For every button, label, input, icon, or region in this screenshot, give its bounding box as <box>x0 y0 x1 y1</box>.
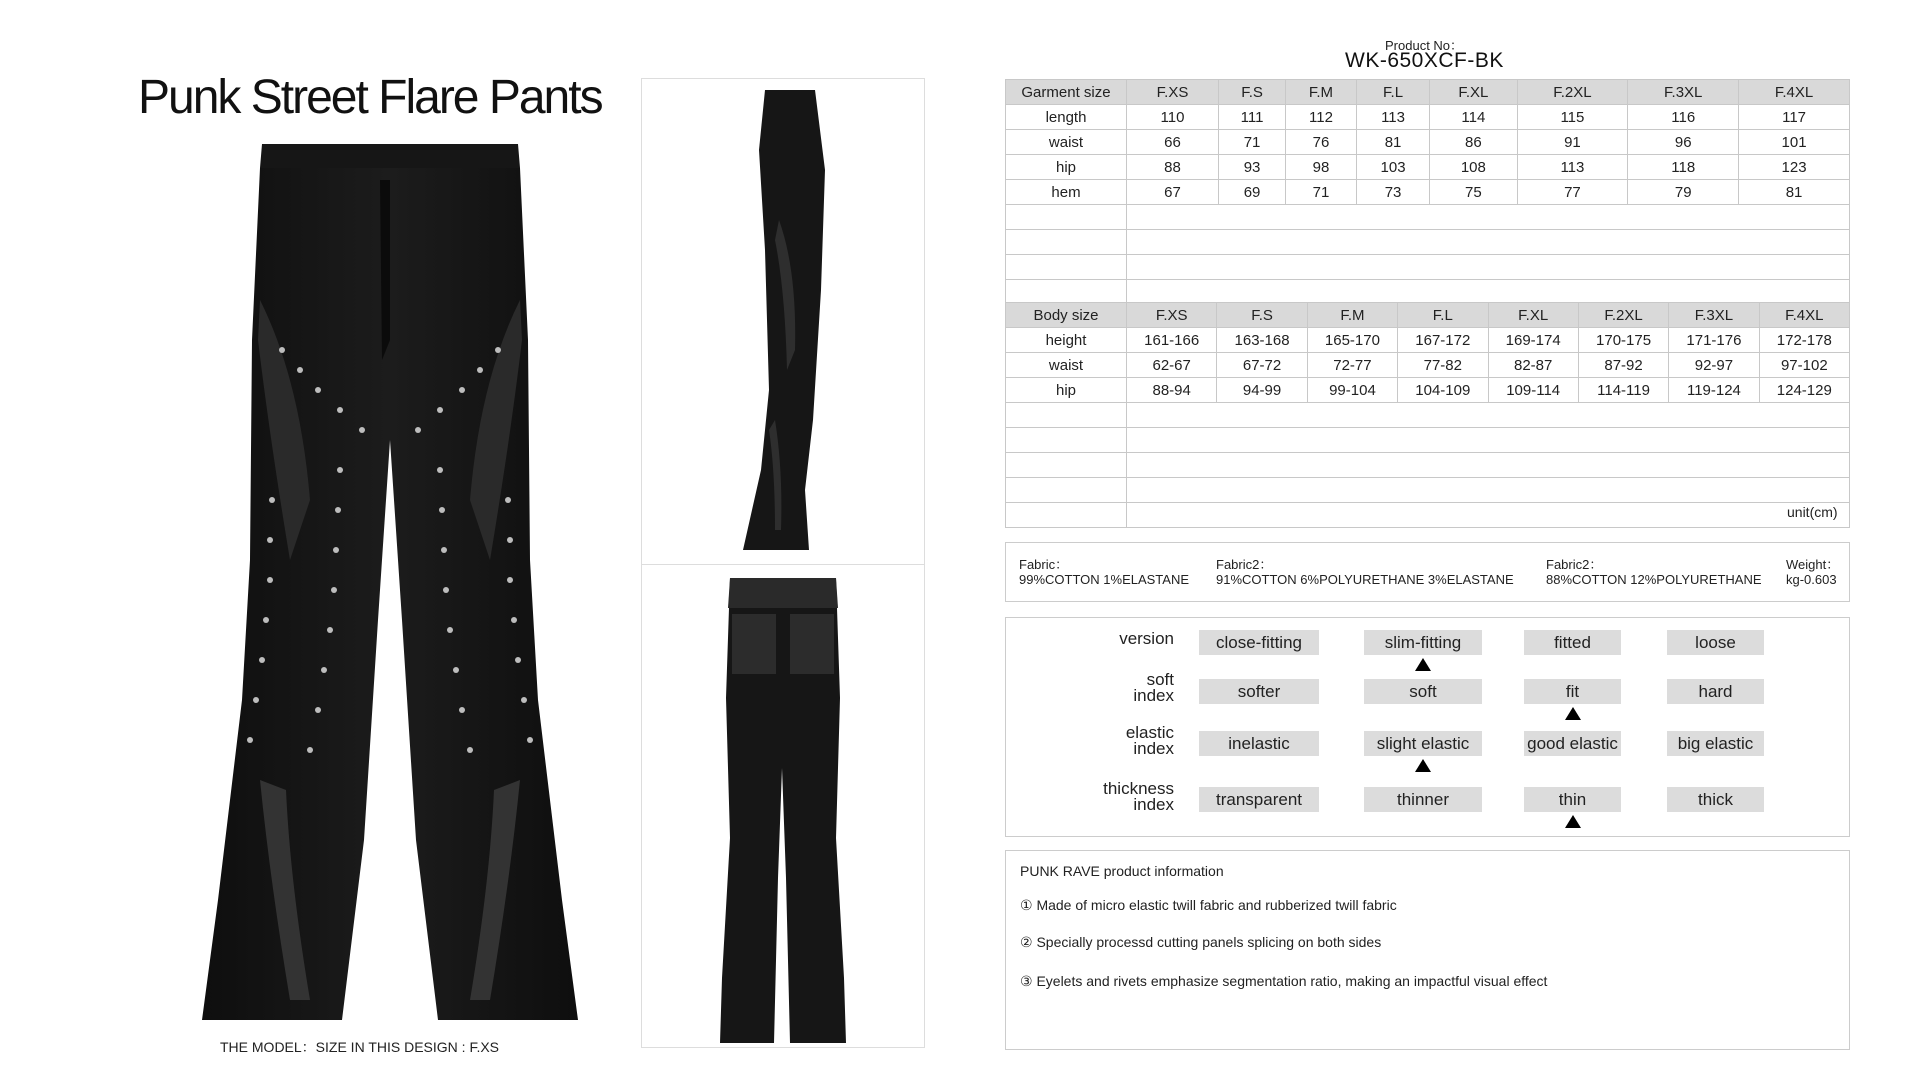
fit-option: inelastic <box>1199 731 1319 756</box>
table-cell: 161-166 <box>1127 328 1217 353</box>
product-no-label: Product No： <box>1385 38 1464 53</box>
header-cell: F.2XL <box>1517 80 1628 105</box>
table-row <box>1006 328 1850 353</box>
table-cell: 163-168 <box>1217 328 1307 353</box>
table-cell: 69 <box>1219 180 1286 205</box>
table-cell: 86 <box>1430 130 1517 155</box>
table-cell: 82-87 <box>1488 353 1578 378</box>
selected-marker-icon <box>1415 759 1431 772</box>
table-row <box>1006 155 1850 180</box>
fit-option: thick <box>1667 787 1764 812</box>
fit-label-soft-index: soft index <box>1133 670 1174 705</box>
empty-row <box>1006 478 1850 503</box>
product-number: WK-650XCF-BK <box>1345 49 1504 72</box>
empty-row <box>1006 403 1850 428</box>
table-cell: 96 <box>1628 130 1739 155</box>
header-cell: Garment size <box>1006 80 1127 105</box>
fit-option: fit <box>1524 679 1621 704</box>
table-cell: 76 <box>1286 130 1357 155</box>
table-cell: 92-97 <box>1669 353 1759 378</box>
fabric-1-value: 99%COTTON 1%ELASTANE <box>1019 572 1190 587</box>
table-cell: 71 <box>1286 180 1357 205</box>
unit-label: unit(cm) <box>1787 504 1838 520</box>
table-cell: 81 <box>1356 130 1429 155</box>
table-cell: 93 <box>1219 155 1286 180</box>
weight-value: kg-0.603 <box>1786 572 1837 587</box>
selected-marker-icon <box>1565 815 1581 828</box>
table-cell: 170-175 <box>1578 328 1668 353</box>
table-cell: 81 <box>1739 180 1850 205</box>
header-cell: F.XS <box>1127 80 1219 105</box>
table-cell: 113 <box>1356 105 1429 130</box>
table-cell: 101 <box>1739 130 1850 155</box>
empty-row <box>1006 230 1850 255</box>
table-cell: 113 <box>1517 155 1628 180</box>
row-label: waist <box>1006 353 1127 378</box>
table-cell: 79 <box>1628 180 1739 205</box>
fit-option: slim-fitting <box>1364 630 1482 655</box>
product-info-title: PUNK RAVE product information <box>1020 863 1224 879</box>
table-cell: 109-114 <box>1488 378 1578 403</box>
table-cell: 66 <box>1127 130 1219 155</box>
table-cell: 116 <box>1628 105 1739 130</box>
garment-size-header-row <box>1006 80 1850 105</box>
fabric-1-label: Fabric： <box>1019 557 1069 572</box>
table-cell: 71 <box>1219 130 1286 155</box>
empty-row <box>1006 503 1850 528</box>
model-size-note: THE MODEL：SIZE IN THIS DESIGN : F.XS <box>220 1039 500 1055</box>
table-row <box>1006 353 1850 378</box>
fit-option: thin <box>1524 787 1621 812</box>
fit-label-thickness-index: thickness index <box>1103 779 1174 814</box>
fabric-3-value: 88%COTTON 12%POLYURETHANE <box>1546 572 1762 587</box>
table-cell: 97-102 <box>1759 353 1849 378</box>
table-cell: 72-77 <box>1307 353 1397 378</box>
fit-option: slight elastic <box>1364 731 1482 756</box>
header-cell: F.L <box>1356 80 1429 105</box>
table-cell: 111 <box>1219 105 1286 130</box>
table-row <box>1006 378 1850 403</box>
back-view-photo <box>718 578 848 1043</box>
header-cell: F.4XL <box>1739 80 1850 105</box>
header-cell: F.L <box>1398 303 1488 328</box>
fabric-3-label: Fabric2： <box>1546 557 1603 572</box>
header-cell: F.2XL <box>1578 303 1668 328</box>
header-cell: F.S <box>1217 303 1307 328</box>
table-cell: 88-94 <box>1127 378 1217 403</box>
table-cell: 94-99 <box>1217 378 1307 403</box>
table-cell: 98 <box>1286 155 1357 180</box>
product-info-item: ③ Eyelets and rivets emphasize segmentation ratio, making an impactful visual effect <box>1020 973 1548 989</box>
row-label: hip <box>1006 378 1127 403</box>
header-cell: F.S <box>1219 80 1286 105</box>
product-info-item: ② Specially processd cutting panels splicing on both sides <box>1020 934 1382 950</box>
empty-row <box>1006 205 1850 230</box>
table-cell: 124-129 <box>1759 378 1849 403</box>
fabric-2-value: 91%COTTON 6%POLYURETHANE 3%ELASTANE <box>1216 572 1514 587</box>
fabric-2 <box>1216 557 1514 587</box>
table-cell: 91 <box>1517 130 1628 155</box>
table-cell: 165-170 <box>1307 328 1397 353</box>
header-cell: F.XS <box>1127 303 1217 328</box>
row-label: height <box>1006 328 1127 353</box>
empty-row <box>1006 453 1850 478</box>
product-title: Punk Street Flare Pants <box>138 71 602 124</box>
fit-option: close-fitting <box>1199 630 1319 655</box>
header-cell: Body size <box>1006 303 1127 328</box>
table-cell: 167-172 <box>1398 328 1488 353</box>
table-cell: 104-109 <box>1398 378 1488 403</box>
fit-option: good elastic <box>1524 731 1621 756</box>
table-cell: 114-119 <box>1578 378 1668 403</box>
table-cell: 118 <box>1628 155 1739 180</box>
table-cell: 172-178 <box>1759 328 1849 353</box>
table-row <box>1006 130 1850 155</box>
fit-option: transparent <box>1199 787 1319 812</box>
table-cell: 112 <box>1286 105 1357 130</box>
table-cell: 169-174 <box>1488 328 1578 353</box>
fit-label-elastic-index: elastic index <box>1125 723 1174 758</box>
fit-option: hard <box>1667 679 1764 704</box>
fit-option: fitted <box>1524 630 1621 655</box>
table-cell: 119-124 <box>1669 378 1759 403</box>
table-cell: 103 <box>1356 155 1429 180</box>
table-row <box>1006 180 1850 205</box>
table-cell: 67-72 <box>1217 353 1307 378</box>
empty-row <box>1006 255 1850 280</box>
garment-size-table <box>1005 79 1850 305</box>
table-cell: 77-82 <box>1398 353 1488 378</box>
selected-marker-icon <box>1415 658 1431 671</box>
table-cell: 117 <box>1739 105 1850 130</box>
table-cell: 67 <box>1127 180 1219 205</box>
body-size-header-row <box>1006 303 1850 328</box>
header-cell: F.M <box>1286 80 1357 105</box>
fabric-2-label: Fabric2： <box>1216 557 1273 572</box>
row-label: hem <box>1006 180 1127 205</box>
product-info-item: ① Made of micro elastic twill fabric and rubberized twill fabric <box>1020 897 1397 913</box>
fit-option: thinner <box>1364 787 1482 812</box>
table-cell: 75 <box>1430 180 1517 205</box>
table-cell: 171-176 <box>1669 328 1759 353</box>
row-label: waist <box>1006 130 1127 155</box>
header-cell: F.M <box>1307 303 1397 328</box>
fabric-info-box <box>1005 542 1850 602</box>
table-cell: 62-67 <box>1127 353 1217 378</box>
front-view-photo <box>190 140 590 1020</box>
body-size-table <box>1005 302 1850 528</box>
row-label: hip <box>1006 155 1127 180</box>
fit-option: softer <box>1199 679 1319 704</box>
weight-label: Weight： <box>1786 557 1840 572</box>
table-cell: 115 <box>1517 105 1628 130</box>
side-view-photo <box>735 90 855 555</box>
table-row <box>1006 105 1850 130</box>
table-cell: 108 <box>1430 155 1517 180</box>
table-cell: 123 <box>1739 155 1850 180</box>
header-cell: F.3XL <box>1628 80 1739 105</box>
row-label: length <box>1006 105 1127 130</box>
header-cell: F.XL <box>1488 303 1578 328</box>
table-cell: 99-104 <box>1307 378 1397 403</box>
fit-option: loose <box>1667 630 1764 655</box>
product-info-box <box>1005 850 1850 1050</box>
table-cell: 87-92 <box>1578 353 1668 378</box>
empty-row <box>1006 280 1850 305</box>
table-cell: 114 <box>1430 105 1517 130</box>
detail-photo-divider <box>641 564 925 565</box>
header-cell: F.3XL <box>1669 303 1759 328</box>
header-cell: F.XL <box>1430 80 1517 105</box>
header-cell: F.4XL <box>1759 303 1849 328</box>
fit-attributes-box <box>1005 617 1850 837</box>
weight <box>1786 557 1839 587</box>
table-cell: 73 <box>1356 180 1429 205</box>
table-cell: 110 <box>1127 105 1219 130</box>
fit-option: big elastic <box>1667 731 1764 756</box>
fabric-1 <box>1019 557 1189 587</box>
selected-marker-icon <box>1565 707 1581 720</box>
table-cell: 88 <box>1127 155 1219 180</box>
table-cell: 77 <box>1517 180 1628 205</box>
fit-option: soft <box>1364 679 1482 704</box>
fabric-3 <box>1546 557 1762 587</box>
fit-label-version: version <box>1119 629 1174 648</box>
empty-row <box>1006 428 1850 453</box>
